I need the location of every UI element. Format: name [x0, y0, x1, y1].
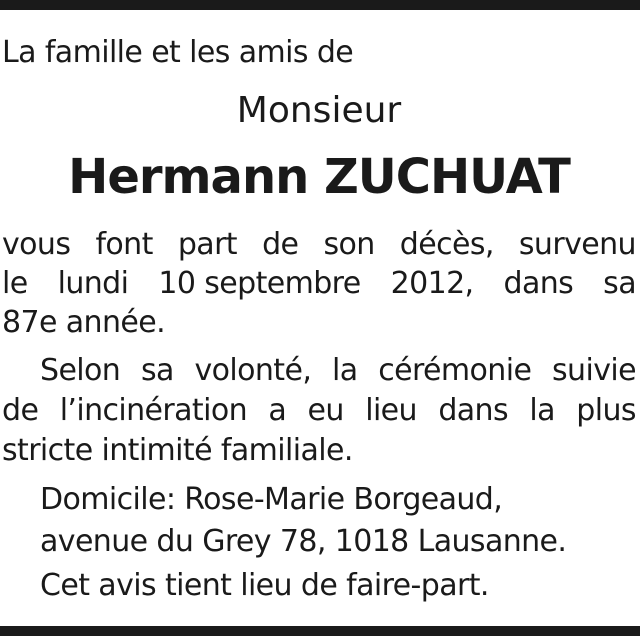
- honorific-title: Monsieur: [236, 90, 402, 131]
- word: sa: [140, 353, 174, 388]
- word: eu: [307, 393, 344, 428]
- word: vous: [2, 227, 71, 262]
- word: volonté,: [194, 353, 312, 388]
- word: 2012,: [390, 266, 474, 301]
- intro-line: La famille et les amis de: [2, 35, 354, 70]
- word: cérémonie: [378, 353, 532, 388]
- word: son: [323, 227, 375, 262]
- address-line1: Domicile: Rose-Marie Borgeaud,: [40, 482, 503, 517]
- word: de: [262, 227, 299, 262]
- death-date: 10 septembre: [158, 266, 361, 301]
- paragraph2-line3: stricte intimité familiale.: [2, 433, 353, 468]
- word: font: [95, 227, 153, 262]
- word: plus: [576, 393, 636, 428]
- address-line2: avenue du Grey 78, 1018 Lausanne.: [40, 524, 567, 559]
- word: dans: [503, 266, 574, 301]
- deceased-name: Hermann ZUCHUAT: [68, 149, 570, 205]
- paragraph1-line3: 87e année.: [2, 305, 166, 340]
- word: lundi: [57, 266, 129, 301]
- word: sa: [603, 266, 636, 301]
- word: suivie: [552, 353, 636, 388]
- word: part: [177, 227, 237, 262]
- closing-line: Cet avis tient lieu de faire-part.: [40, 568, 489, 603]
- word: a: [268, 393, 287, 428]
- word: la: [529, 393, 555, 428]
- word: dans: [438, 393, 508, 428]
- paragraph1-line2: [2, 265, 636, 303]
- top-border-rule: [0, 0, 640, 10]
- word: l’incinération: [59, 393, 247, 428]
- paragraph2-line2: [2, 392, 636, 430]
- word: Selon: [40, 353, 121, 388]
- word: le: [2, 266, 28, 301]
- word: décès,: [399, 227, 494, 262]
- word: survenu: [518, 227, 636, 262]
- word: lieu: [365, 393, 417, 428]
- word: de: [2, 393, 39, 428]
- bottom-border-rule: [0, 626, 640, 636]
- word: la: [331, 353, 358, 388]
- paragraph1-line1: [2, 226, 636, 264]
- paragraph2-line1: [40, 352, 636, 390]
